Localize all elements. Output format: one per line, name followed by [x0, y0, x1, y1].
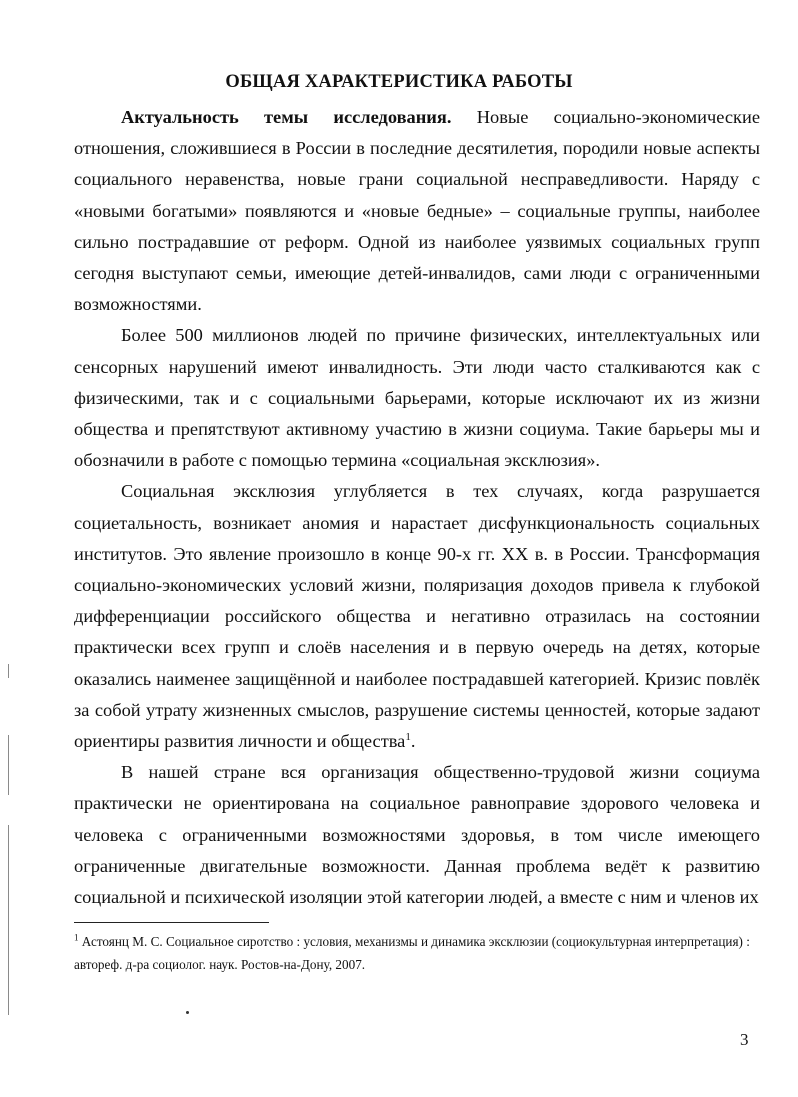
paragraph-text: Социальная эксклюзия углубляется в тех случаях, когда разрушается социетальность, возникает аномия и нарастает дисфункциональность социальных институтов. Это явление произошло в конце 90-х гг. XX в. в России. Трансформация социально-экономических условий жизни, поляризация доходов привела к глубокой дифференциации российского общества и негативно отразилась на состоянии практически всех групп и слоёв населения и в первую очередь на детях, которые оказались наименее защищённой и наиболее пострадавшей категорией. Кризис повлёк за собой утрату жизненных смыслов, разрушение системы ценностей, которые задают ориентиры развития личности и общества — [74, 481, 760, 752]
footnote-text: Астоянц М. С. Социальное сиротство : условия, механизмы и динамика эксклюзии (социокультурная интерпретация) : автореф. д-ра социолог. наук. Ростов-на-Дону, 2007. — [74, 934, 750, 972]
scan-artifact — [8, 735, 9, 795]
footnote — [74, 930, 764, 976]
paragraph-exclusion — [74, 476, 760, 757]
section-heading: ОБЩАЯ ХАРАКТЕРИСТИКА РАБОТЫ — [225, 72, 573, 92]
scan-speck — [186, 1011, 189, 1014]
footnote-divider — [74, 922, 269, 923]
footnote-mark: 1 — [74, 932, 79, 943]
page-number: 3 — [740, 1030, 749, 1049]
paragraph-relevance — [74, 102, 760, 320]
body-text — [74, 102, 760, 913]
paragraph-lead: Актуальность темы исследования. — [121, 107, 452, 127]
paragraph-isolation: В нашей стране вся организация общественно-трудовой жизни социума практически не ориентирована на социальное равноправие здорового человека и человека с ограниченными возможностями здоровья, в том числе имеющего ограниченные двигательные возможности. Данная проблема ведёт к развитию социальной и психической изоляции этой категории людей, а вместе с ним и членов их — [74, 762, 760, 908]
scan-artifact — [8, 664, 9, 678]
paragraph-text: Новые социально-экономические отношения, сложившиеся в России в последние десятилетия, породили новые аспекты социального неравенства, новые грани социальной несправедливости. Наряду с «новыми богатыми» появляются и «новые бедные» – социальные группы, наиболее сильно пострадавшие от реформ. Одной из наиболее уязвимых социальных групп сегодня выступают семьи, имеющие детей-инвалидов, сами люди с ограниченными возможностями. — [74, 107, 760, 315]
scan-artifact — [8, 825, 9, 1015]
paragraph-tail: . — [410, 731, 416, 752]
footnote-reference[interactable]: 1 — [405, 730, 411, 743]
paragraph-disability: Более 500 миллионов людей по причине физических, интеллектуальных или сенсорных нарушений имеют инвалидность. Эти люди часто сталкиваются как с физическими, так и с социальными барьерами, которые исключают их из жизни общества и препятствуют активному участию в жизни социума. Такие барьеры мы и обозначили в работе с помощью термина «социальная эксклюзия». — [74, 325, 760, 471]
